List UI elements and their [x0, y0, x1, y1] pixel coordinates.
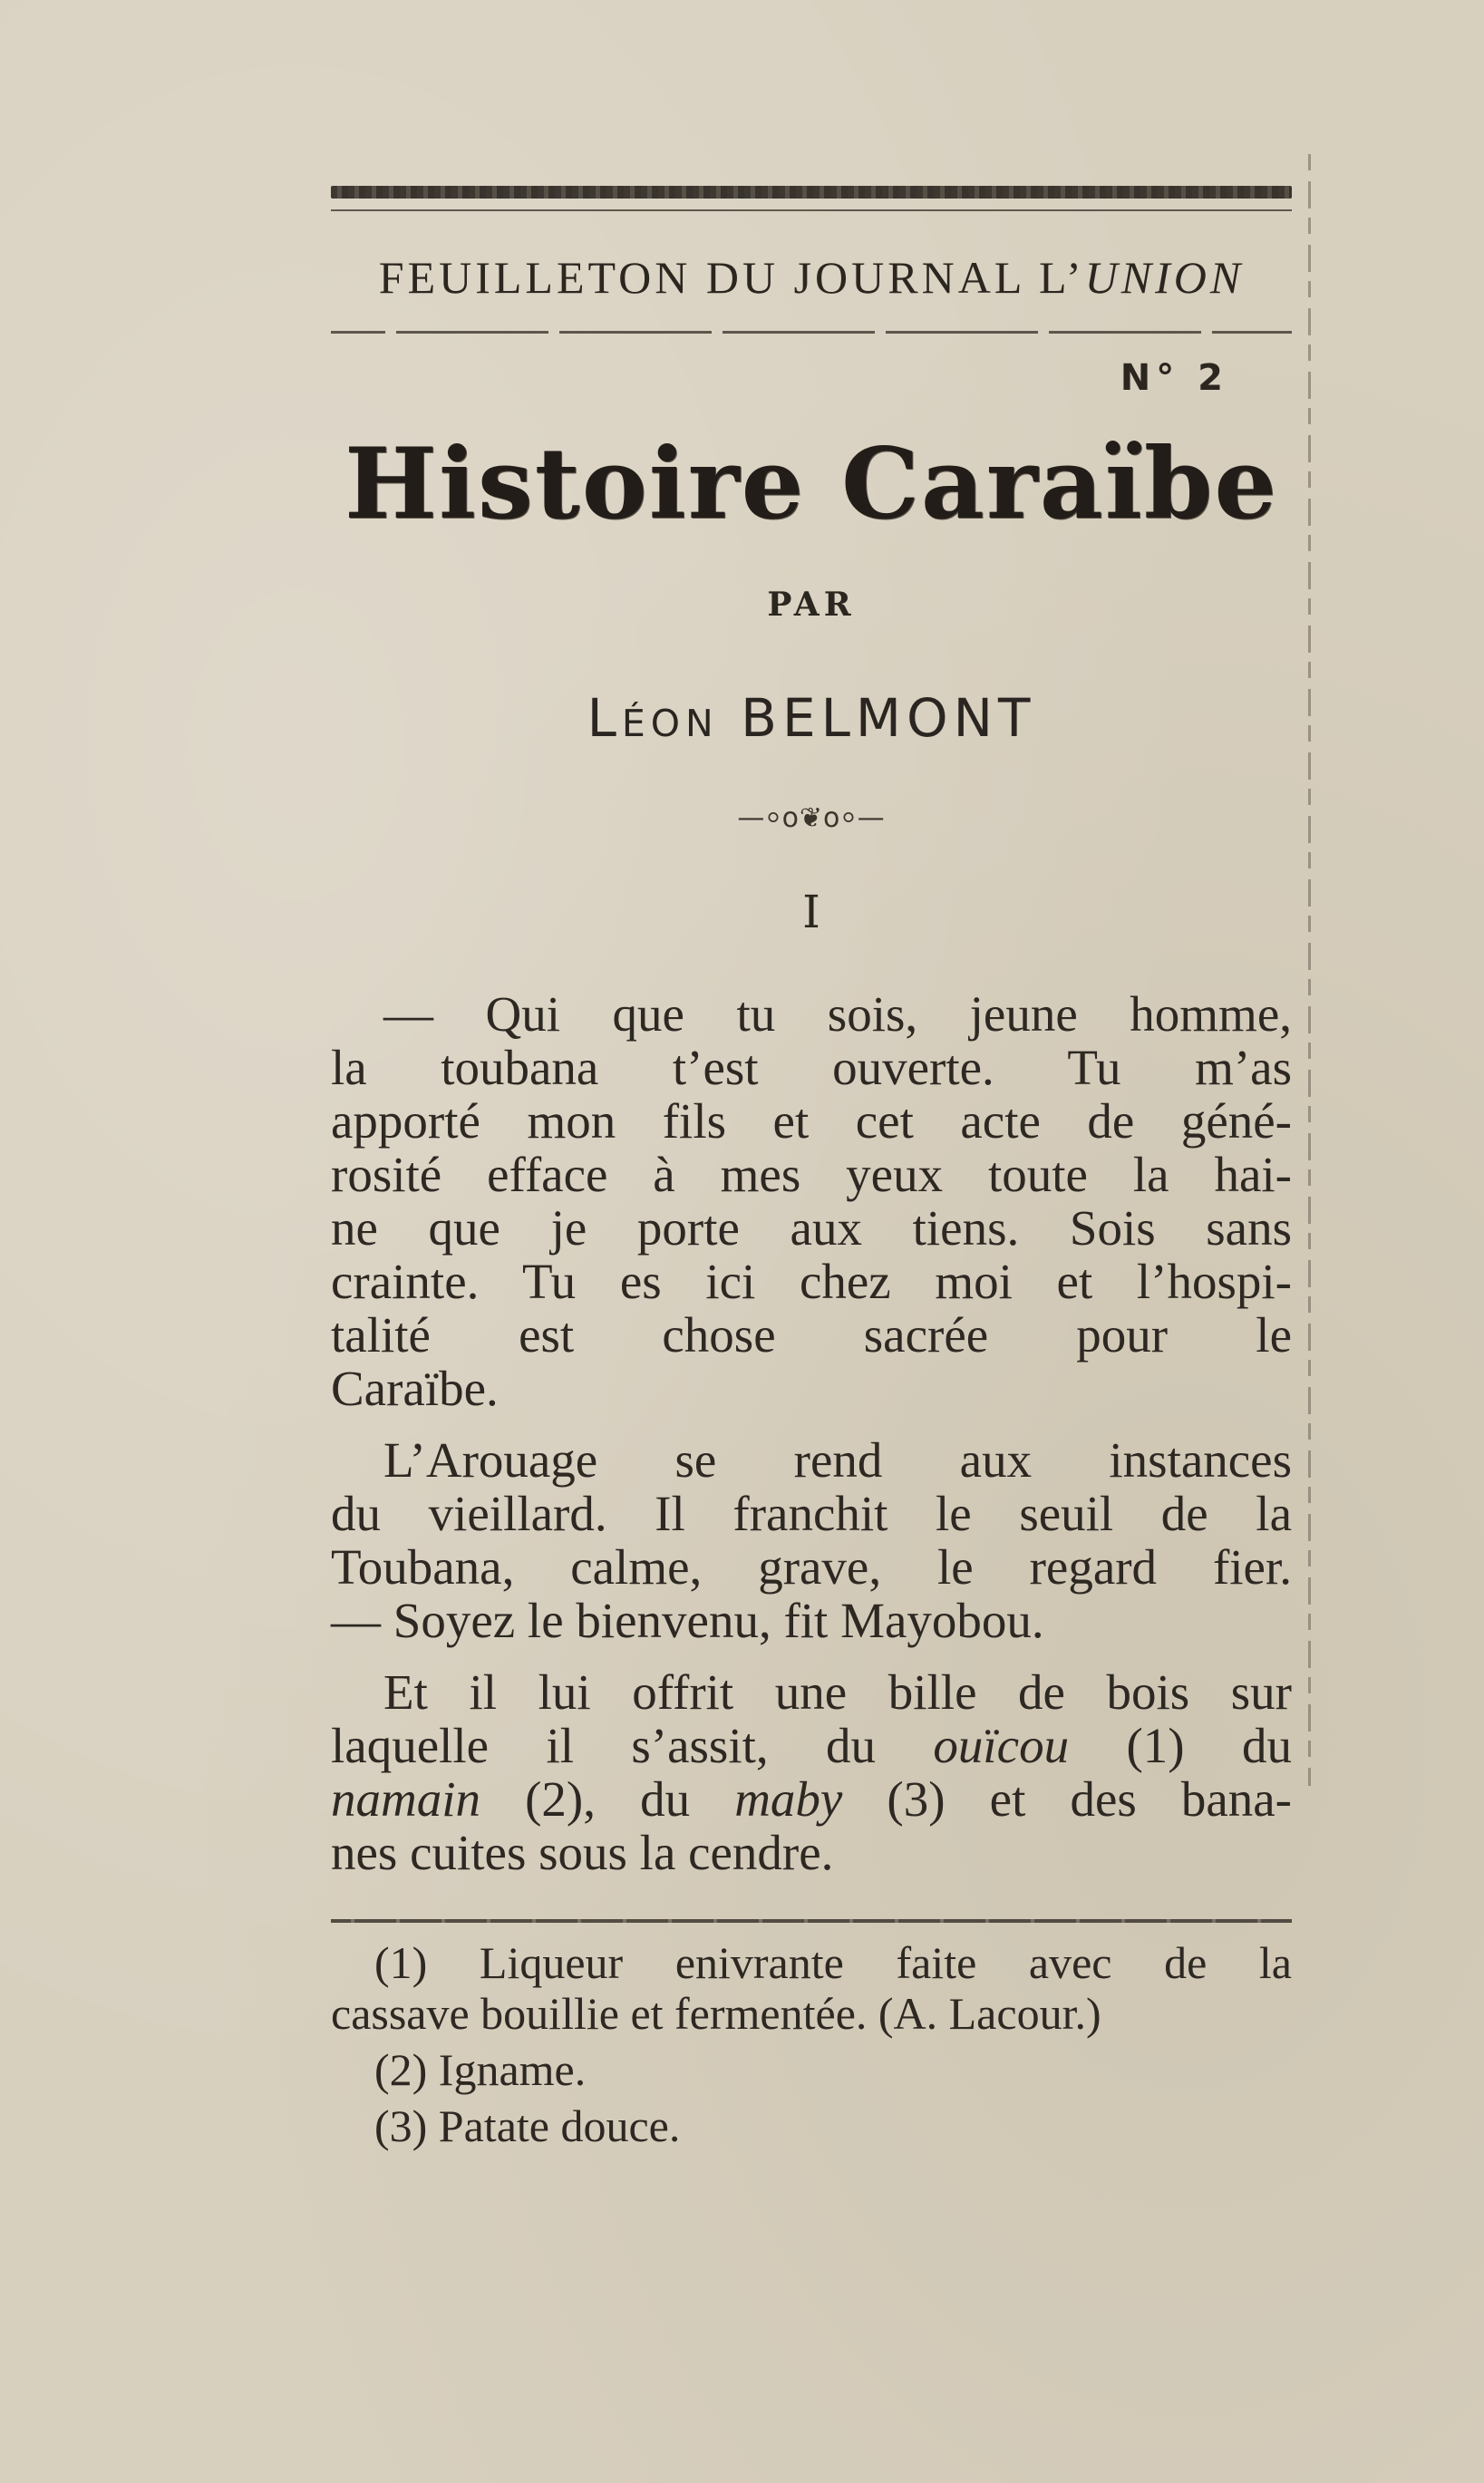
text-line: talité est chose sacrée pour le — [331, 1307, 1292, 1363]
text-line — [331, 1719, 1292, 1772]
paragraph-4 — [331, 1665, 1292, 1879]
text-line: — Soyez le bienvenu, fit Mayobou. — [331, 1593, 1044, 1648]
text-line: du vieillard. Il franchit le seuil de la — [331, 1486, 1292, 1541]
masthead-paper-name: UNION — [1084, 252, 1245, 303]
text-line: Toubana, calme, grave, le regard fier. — [331, 1539, 1292, 1595]
issue-number: N° 2 — [1120, 357, 1228, 399]
paragraph-1 — [331, 987, 1292, 1415]
text-line: Caraïbe. — [331, 1361, 499, 1416]
footnote-line: cassave bouillie et fermentée. (A. Lacour.) — [331, 1988, 1101, 2039]
footnote-3: (3) Patate douce. — [374, 2100, 681, 2151]
text-line: rosité efface à mes yeux toute la hai- — [331, 1147, 1292, 1202]
text-line: la toubana t’est ouverte. Tu m’as — [331, 1040, 1292, 1095]
ornament-divider: —⸰o❦o⸰— — [737, 802, 886, 834]
paragraph-2 — [331, 1433, 1292, 1647]
footnotes — [331, 1937, 1292, 2151]
text-line: apporté mon fils et cet acte de géné- — [331, 1093, 1292, 1149]
chapter-number: I — [802, 886, 820, 938]
text-line: ne que je porte aux tiens. Sois sans — [331, 1200, 1292, 1256]
author-last-name: BELMONT — [741, 687, 1036, 749]
text-fragment: (3) et des bana- — [842, 1771, 1292, 1827]
story-title: Histoire Caraïbe — [344, 427, 1279, 541]
text-line: crainte. Tu es ici chez moi et l’hospi- — [331, 1254, 1292, 1309]
masthead-prefix: FEUILLETON DU JOURNAL L’ — [378, 252, 1085, 303]
text-line — [331, 1772, 1292, 1826]
masthead-rule — [331, 331, 1292, 334]
footnote-line: (1) Liqueur enivrante faite avec de la — [374, 1937, 1292, 1988]
text-fragment: laquelle il s’assit, du — [331, 1718, 934, 1773]
footnote-1 — [331, 1937, 1292, 2039]
text-line: L’Arouage se rend aux instances — [383, 1432, 1292, 1488]
margin-rule — [1308, 154, 1311, 1786]
footnote-2: (2) Igname. — [374, 2044, 587, 2095]
top-thin-rule — [331, 209, 1292, 211]
story-body — [331, 987, 1292, 1879]
feuilleton-column — [331, 186, 1292, 2151]
text-fragment: (1) du — [1069, 1718, 1292, 1773]
top-ornamental-rule — [331, 186, 1292, 199]
term-namain: namain — [331, 1771, 480, 1827]
author-first-name: Léon — [587, 687, 719, 749]
text-line: nes cuites sous la cendre. — [331, 1825, 834, 1880]
text-line: Et il lui offrit une bille de bois sur — [383, 1664, 1292, 1720]
author-name — [331, 687, 1292, 749]
footnote-rule — [331, 1919, 1292, 1923]
term-maby: maby — [734, 1771, 843, 1827]
byline-par: PAR — [767, 586, 856, 624]
term-ouicou: ouïcou — [933, 1718, 1070, 1773]
text-line: — Qui que tu sois, jeune homme, — [383, 986, 1292, 1042]
text-fragment: (2), du — [480, 1771, 735, 1827]
masthead — [331, 251, 1292, 304]
